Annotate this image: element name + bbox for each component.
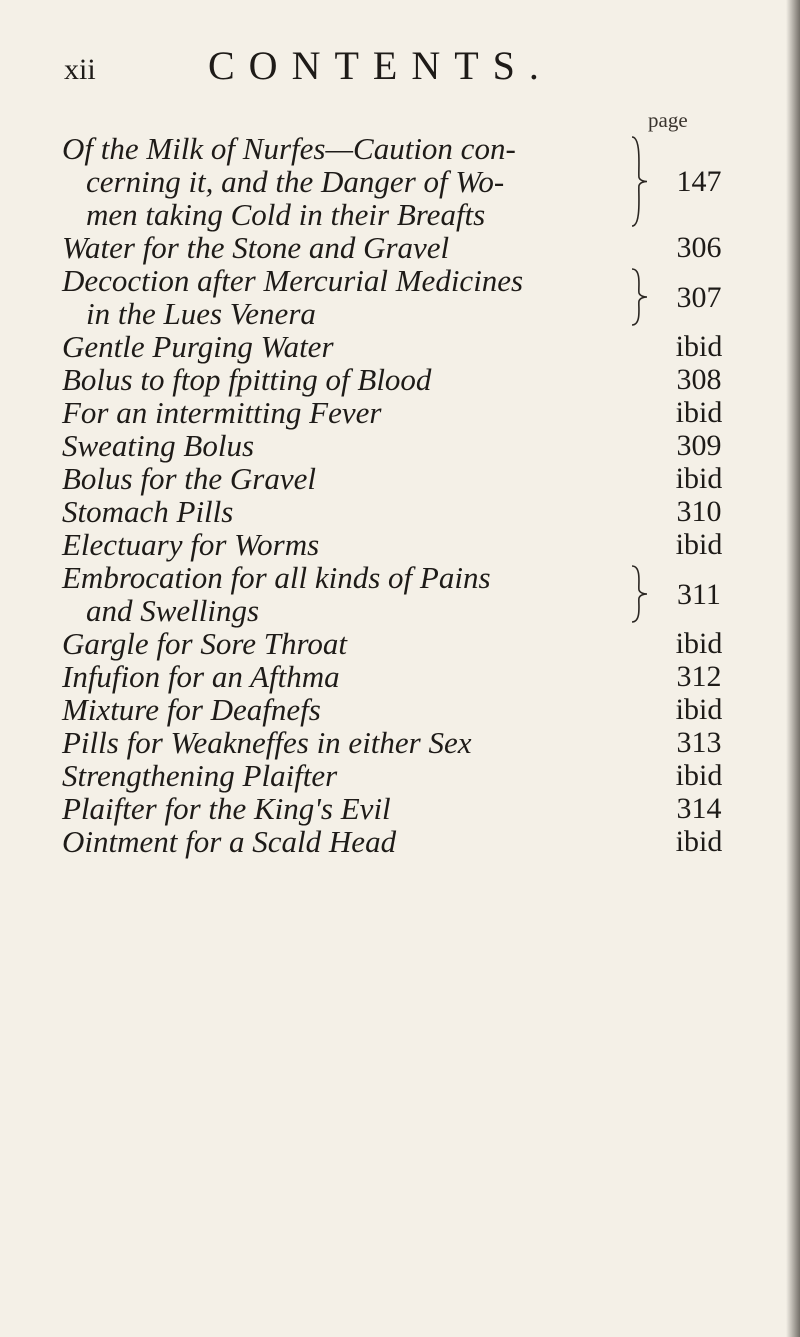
entry-title-line: Gargle for Sore Throat	[62, 626, 348, 661]
entry-page-number: 307	[676, 280, 722, 314]
entry-title-line: Of the Milk of Nurfes—Caution con-	[62, 131, 516, 166]
entry-title-line: Stomach Pills	[62, 494, 234, 529]
entry-title	[62, 363, 622, 396]
entry-page-number: ibid	[675, 825, 723, 858]
entry-title-line: Infufion for an Afthma	[62, 659, 340, 694]
entry-title-line: Plaifter for the King's Evil	[62, 791, 391, 826]
entry-title-line: Decoction after Mercurial Medicines	[62, 263, 524, 298]
entry-page-number: ibid	[675, 528, 723, 561]
curly-brace-icon	[628, 135, 650, 228]
entry-page-number: 310	[676, 495, 722, 528]
entry-title-line: in the Lues Venera	[86, 296, 316, 331]
entry-page-number: 311	[677, 577, 721, 611]
entry-title-line: For an intermitting Fever	[62, 395, 382, 430]
contents-entry	[62, 693, 742, 726]
entry-page-number: ibid	[675, 462, 723, 495]
entry-title	[62, 660, 622, 693]
entry-title-line: cerning it, and the Danger of Wo-	[86, 164, 505, 199]
contents-entry	[62, 726, 742, 759]
entry-title-line: men taking Cold in their Breafts	[86, 197, 486, 232]
folio-number: xii	[64, 53, 96, 86]
entry-page-number: ibid	[675, 330, 723, 363]
entry-title	[62, 330, 622, 363]
contents-entry	[62, 627, 742, 660]
entry-title-line: Sweating Bolus	[62, 428, 255, 463]
entry-title-line: Bolus for the Gravel	[62, 461, 316, 496]
entry-title-line: Gentle Purging Water	[62, 329, 334, 364]
contents-list	[62, 132, 742, 858]
entry-title-line: and Swellings	[86, 593, 260, 628]
entry-title-line: Strengthening Plaifter	[62, 758, 338, 793]
contents-entry	[62, 231, 742, 264]
entry-title	[62, 792, 622, 825]
entry-title	[62, 825, 622, 858]
entry-page-number: ibid	[675, 396, 723, 429]
entry-title	[62, 396, 622, 429]
entry-page-number: 312	[676, 660, 722, 693]
contents-entry	[62, 759, 742, 792]
contents-entry	[62, 528, 742, 561]
entry-title	[62, 264, 622, 330]
entry-title	[62, 561, 622, 627]
curly-brace-icon	[628, 267, 650, 327]
contents-entry	[62, 396, 742, 429]
entry-title	[62, 693, 622, 726]
entry-page-number: 306	[676, 231, 722, 264]
contents-entry	[62, 660, 742, 693]
entry-page-number: 309	[676, 429, 722, 462]
entry-page-number: ibid	[675, 627, 723, 660]
entry-page-number: ibid	[675, 693, 723, 726]
entry-title	[62, 726, 622, 759]
entry-title-line: Embrocation for all kinds of Pains	[62, 560, 491, 595]
entry-title	[62, 429, 622, 462]
contents-entry	[62, 363, 742, 396]
entry-page-number: 313	[676, 726, 722, 759]
contents-entry	[62, 561, 742, 627]
page-column-label: page	[648, 108, 688, 132]
entry-title-line: Electuary for Worms	[62, 527, 320, 562]
entry-title-line: Pills for Weakneffes in either Sex	[62, 725, 472, 760]
contents-entry	[62, 495, 742, 528]
entry-title	[62, 627, 622, 660]
entry-page-number: 308	[676, 363, 722, 396]
entry-title	[62, 759, 622, 792]
entry-page-number: 147	[676, 165, 722, 198]
entry-page-number: 314	[676, 792, 722, 825]
entry-title	[62, 495, 622, 528]
running-head	[64, 42, 553, 94]
entry-title	[62, 528, 622, 561]
entry-page-number: ibid	[675, 759, 723, 792]
entry-title-line: Bolus to ftop fpitting of Blood	[62, 362, 432, 397]
contents-entry	[62, 132, 742, 231]
curly-brace-icon	[628, 564, 650, 624]
entry-title	[62, 231, 622, 264]
entry-title	[62, 462, 622, 495]
page-title: CONTENTS.	[208, 43, 553, 88]
entry-title-line: Water for the Stone and Gravel	[62, 230, 450, 265]
contents-entry	[62, 264, 742, 330]
contents-entry	[62, 792, 742, 825]
binding-edge-shadow	[786, 0, 800, 1337]
entry-title-line: Mixture for Deafnefs	[62, 692, 321, 727]
entry-title	[62, 132, 622, 231]
contents-entry	[62, 330, 742, 363]
contents-entry	[62, 825, 742, 858]
contents-entry	[62, 462, 742, 495]
contents-entry	[62, 429, 742, 462]
entry-title-line: Ointment for a Scald Head	[62, 824, 397, 859]
